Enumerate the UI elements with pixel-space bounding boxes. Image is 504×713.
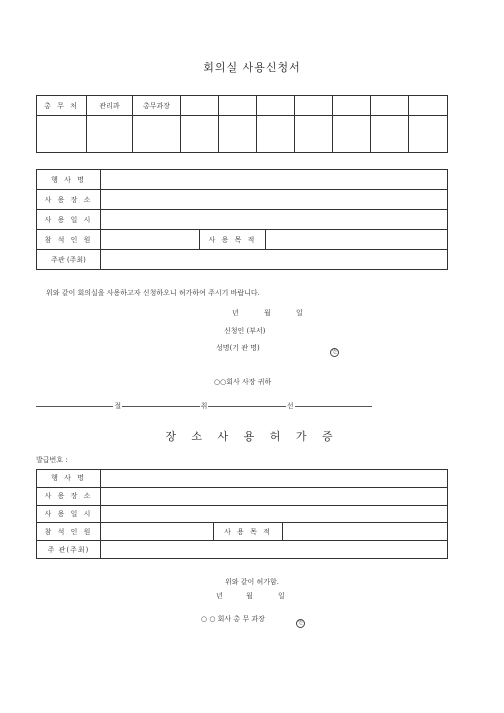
recipient-line: ○○회사 사장 귀하 <box>214 378 272 386</box>
form1-statement: 위와 같이 회의실을 사용하고자 신청하오니 허가하여 주시기 바랍니다. <box>46 289 260 297</box>
venue-label: 사 용 장 소 <box>37 190 101 210</box>
attendees-field[interactable] <box>101 230 200 250</box>
approval-header-blank <box>295 96 333 116</box>
permit-datetime-label: 사 용 일 시 <box>37 505 101 523</box>
form1-title: 회의실 사용신청서 <box>203 61 301 74</box>
cut-line-char-3: 선 <box>286 402 294 410</box>
attendees-label: 참 석 인 원 <box>37 230 101 250</box>
approval-sign-cell[interactable] <box>37 116 87 153</box>
approval-table <box>36 95 448 153</box>
permit-attendees-label: 참 석 인 원 <box>37 523 101 541</box>
approval-sign-cell[interactable] <box>219 116 257 153</box>
host-label: 주관 (주최) <box>37 250 101 270</box>
permit-event-name-label: 행 사 명 <box>37 470 101 488</box>
datetime-field[interactable] <box>101 210 448 230</box>
approval-header-blank <box>333 96 371 116</box>
approval-header-blank <box>219 96 257 116</box>
form1-date-year: 년 <box>232 309 239 317</box>
approval-header-blank <box>257 96 295 116</box>
approval-sign-cell[interactable] <box>409 116 448 153</box>
permit-venue-field[interactable] <box>101 487 448 505</box>
purpose-label: 사 용 목 적 <box>200 230 266 250</box>
permit-host-field[interactable] <box>101 541 448 559</box>
approval-header-3: 총무과장 <box>133 96 181 116</box>
applicant-label: 신청인 (부서) <box>224 327 266 335</box>
event-name-label: 행 사 명 <box>37 170 101 190</box>
approval-sign-cell[interactable] <box>295 116 333 153</box>
signature-label: 성명(기 관 명) <box>216 344 260 352</box>
approval-sign-cell[interactable] <box>257 116 295 153</box>
cut-line-char-1: 절 <box>114 402 122 410</box>
permit-attendees-field[interactable] <box>101 523 214 541</box>
permit-purpose-label: 사 용 목 적 <box>214 523 283 541</box>
permit-host-label: 주 관(주최) <box>37 541 101 559</box>
form1-date-month: 월 <box>264 309 271 317</box>
permit-datetime-field[interactable] <box>101 505 448 523</box>
approval-header-2: 관리과 <box>87 96 133 116</box>
datetime-label: 사 용 일 시 <box>37 210 101 230</box>
approval-header-blank <box>371 96 409 116</box>
form2-date-day: 일 <box>278 592 285 600</box>
host-field[interactable] <box>101 250 448 270</box>
form2-statement: 위와 같이 허가함. <box>224 578 279 586</box>
application-table <box>36 169 448 270</box>
cut-line <box>36 401 372 411</box>
approval-sign-cell[interactable] <box>333 116 371 153</box>
permit-venue-label: 사 용 장 소 <box>37 487 101 505</box>
cut-line-char-2: 취 <box>200 402 208 410</box>
issuer-seal-icon: 인 <box>296 613 305 632</box>
permit-event-name-field[interactable] <box>101 470 448 488</box>
approval-sign-cell[interactable] <box>181 116 219 153</box>
permit-table <box>36 469 448 559</box>
form2-title: 장 소 사 용 허 가 증 <box>165 430 339 443</box>
approval-header-1: 총 무 처 <box>37 96 87 116</box>
approval-header-blank <box>409 96 448 116</box>
approval-header-blank <box>181 96 219 116</box>
form2-date-month: 월 <box>246 592 253 600</box>
purpose-field[interactable] <box>266 230 448 250</box>
form2-date-year: 년 <box>216 592 223 600</box>
issuer-line: ○ ○ 회사 총 무 과장 <box>201 615 265 623</box>
approval-sign-cell[interactable] <box>371 116 409 153</box>
form1-date-day: 일 <box>296 309 303 317</box>
approval-sign-cell[interactable] <box>87 116 133 153</box>
issue-number-label: 발급번호 : <box>36 456 68 464</box>
seal-icon: 인 <box>330 342 339 361</box>
venue-field[interactable] <box>101 190 448 210</box>
event-name-field[interactable] <box>101 170 448 190</box>
permit-purpose-field[interactable] <box>283 523 448 541</box>
approval-sign-cell[interactable] <box>133 116 181 153</box>
